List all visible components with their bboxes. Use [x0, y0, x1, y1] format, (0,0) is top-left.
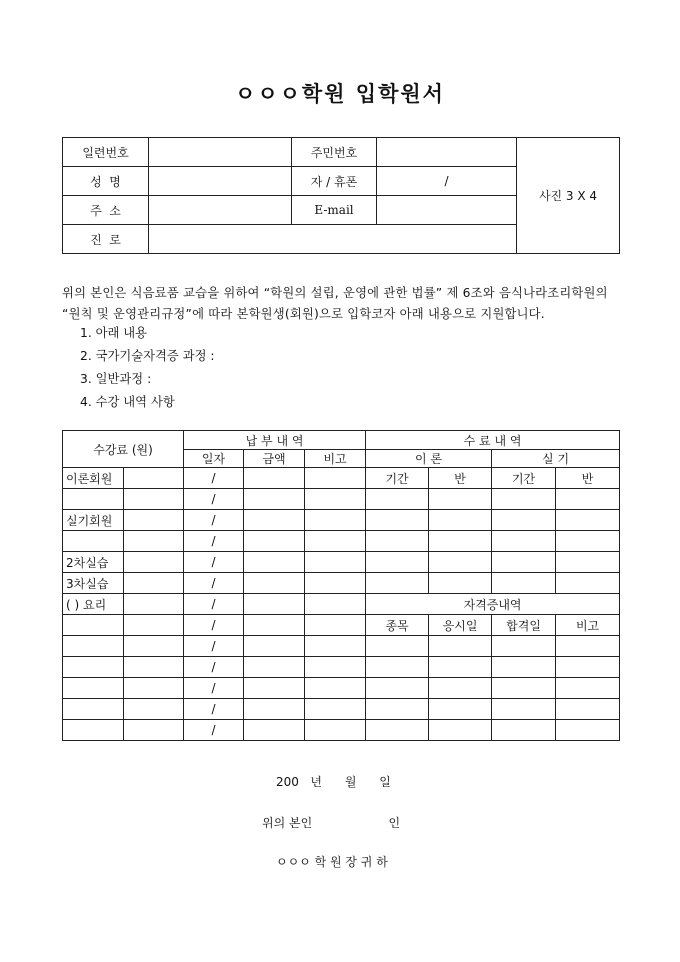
date-line: 200 년 월 일	[276, 775, 391, 789]
cert-cell[interactable]	[366, 720, 429, 741]
note-cell[interactable]	[305, 657, 366, 678]
row-label[interactable]	[63, 657, 124, 678]
table-row	[63, 531, 620, 552]
date-cell: /	[184, 699, 244, 720]
cert-cell[interactable]	[429, 657, 492, 678]
table-row	[63, 573, 620, 594]
cert-cell[interactable]	[556, 720, 620, 741]
completion-col-header: 기간	[492, 468, 556, 489]
payment-col-note: 비고	[305, 450, 366, 468]
cert-cell[interactable]	[366, 636, 429, 657]
list-item: 4. 수강 내역 사항	[80, 395, 175, 409]
fee-cell[interactable]	[124, 699, 184, 720]
email-label: E-mail	[292, 196, 377, 225]
cert-cell[interactable]	[429, 636, 492, 657]
cert-cell[interactable]	[556, 678, 620, 699]
date-cell: /	[184, 615, 244, 636]
completion-cell[interactable]	[556, 510, 620, 531]
photo-box: 사진 3 X 4	[517, 138, 620, 254]
amount-cell[interactable]	[244, 699, 305, 720]
fee-cell[interactable]	[124, 657, 184, 678]
cert-cell[interactable]	[492, 678, 556, 699]
cert-cell[interactable]	[492, 636, 556, 657]
note-cell[interactable]	[305, 615, 366, 636]
fee-cell[interactable]	[124, 489, 184, 510]
note-cell[interactable]	[305, 573, 366, 594]
table-row	[63, 510, 620, 531]
note-cell[interactable]	[305, 594, 366, 615]
fee-cell[interactable]	[124, 615, 184, 636]
row-label: ( ) 요리	[63, 594, 124, 615]
cert-col-header: 종목	[366, 615, 429, 636]
completion-col-header: 반	[556, 468, 620, 489]
completion-cell[interactable]	[492, 510, 556, 531]
career-field[interactable]	[149, 225, 517, 254]
amount-cell[interactable]	[244, 489, 305, 510]
resident-no-label: 주민번호	[292, 138, 377, 167]
table-row	[63, 636, 620, 657]
cert-header: 자격증내역	[366, 594, 620, 615]
date-cell: /	[184, 510, 244, 531]
address-field[interactable]	[149, 196, 292, 225]
date-cell: /	[184, 489, 244, 510]
fee-cell[interactable]	[124, 468, 184, 489]
row-label[interactable]	[63, 720, 124, 741]
note-cell[interactable]	[305, 489, 366, 510]
completion-cell[interactable]	[366, 552, 429, 573]
row-label[interactable]	[63, 699, 124, 720]
payment-col-date: 일자	[184, 450, 244, 468]
serial-field[interactable]	[149, 138, 292, 167]
table-row	[63, 552, 620, 573]
amount-cell[interactable]	[244, 615, 305, 636]
amount-cell[interactable]	[244, 720, 305, 741]
address-label: 주 소	[63, 196, 149, 225]
list-item: 2. 국가기술자격증 과정 :	[80, 349, 215, 363]
theory-header: 이 론	[366, 450, 492, 468]
completion-header: 수 료 내 역	[366, 431, 620, 450]
name-label: 성 명	[63, 167, 149, 196]
row-label: 2차실습	[63, 552, 124, 573]
fee-header: 수강료 (원)	[63, 431, 184, 468]
amount-cell[interactable]	[244, 636, 305, 657]
completion-cell[interactable]	[429, 531, 492, 552]
completion-cell[interactable]	[492, 489, 556, 510]
cert-cell[interactable]	[556, 657, 620, 678]
phone-label: 자 / 휴폰	[292, 167, 377, 196]
date-cell: /	[184, 468, 244, 489]
completion-cell[interactable]	[429, 510, 492, 531]
cert-cell[interactable]	[429, 720, 492, 741]
amount-cell[interactable]	[244, 468, 305, 489]
date-cell: /	[184, 720, 244, 741]
completion-cell[interactable]	[429, 573, 492, 594]
row-label: 이론회원	[63, 468, 124, 489]
amount-cell[interactable]	[244, 510, 305, 531]
fee-cell[interactable]	[124, 552, 184, 573]
table-row	[63, 594, 620, 615]
payment-col-amount: 금액	[244, 450, 305, 468]
applicant-info-table	[62, 137, 620, 254]
completion-cell[interactable]	[556, 573, 620, 594]
cert-cell[interactable]	[492, 699, 556, 720]
amount-cell[interactable]	[244, 657, 305, 678]
fee-cell[interactable]	[124, 531, 184, 552]
item-list	[80, 322, 215, 414]
completion-cell[interactable]	[366, 531, 429, 552]
amount-cell[interactable]	[244, 594, 305, 615]
completion-cell[interactable]	[492, 552, 556, 573]
sign-line: 위의 본인 인	[262, 816, 401, 830]
cert-col-header: 합격일	[492, 615, 556, 636]
completion-cell[interactable]	[492, 573, 556, 594]
date-cell: /	[184, 636, 244, 657]
completion-cell[interactable]	[366, 510, 429, 531]
cert-cell[interactable]	[366, 678, 429, 699]
fee-cell[interactable]	[124, 720, 184, 741]
amount-cell[interactable]	[244, 531, 305, 552]
completion-cell[interactable]	[556, 531, 620, 552]
cert-col-header: 비고	[556, 615, 620, 636]
email-field[interactable]	[377, 196, 517, 225]
note-cell[interactable]	[305, 552, 366, 573]
completion-cell[interactable]	[429, 552, 492, 573]
cert-cell[interactable]	[366, 657, 429, 678]
row-label[interactable]	[63, 615, 124, 636]
completion-cell[interactable]	[492, 531, 556, 552]
note-cell[interactable]	[305, 531, 366, 552]
date-cell: /	[184, 678, 244, 699]
fee-cell[interactable]	[124, 510, 184, 531]
phone-field[interactable]: /	[377, 167, 517, 196]
cert-cell[interactable]	[556, 636, 620, 657]
completion-cell[interactable]	[556, 552, 620, 573]
addressee: ㅇㅇㅇ 학 원 장 귀 하	[276, 855, 388, 869]
amount-cell[interactable]	[244, 552, 305, 573]
date-cell: /	[184, 657, 244, 678]
note-cell[interactable]	[305, 468, 366, 489]
table-row	[63, 699, 620, 720]
cert-cell[interactable]	[492, 657, 556, 678]
fee-cell[interactable]	[124, 573, 184, 594]
table-row	[63, 489, 620, 510]
serial-label: 일련번호	[63, 138, 149, 167]
row-label[interactable]	[63, 678, 124, 699]
cert-cell[interactable]	[556, 699, 620, 720]
list-item: 1. 아래 내용	[80, 326, 148, 340]
amount-cell[interactable]	[244, 678, 305, 699]
cert-col-header: 응시일	[429, 615, 492, 636]
table-row	[63, 657, 620, 678]
completion-cell[interactable]	[429, 489, 492, 510]
resident-no-field[interactable]	[377, 138, 517, 167]
table-row	[63, 678, 620, 699]
date-cell: /	[184, 594, 244, 615]
row-label: 실기회원	[63, 510, 124, 531]
completion-cell[interactable]	[366, 573, 429, 594]
completion-col-header: 기간	[366, 468, 429, 489]
date-cell: /	[184, 531, 244, 552]
completion-cell[interactable]	[366, 489, 429, 510]
date-cell: /	[184, 573, 244, 594]
career-label: 진 로	[63, 225, 149, 254]
page-title: ㅇㅇㅇ학원 입학원서	[235, 81, 445, 106]
row-label[interactable]	[63, 636, 124, 657]
row-label[interactable]	[63, 531, 124, 552]
name-field[interactable]	[149, 167, 292, 196]
row-label: 3차실습	[63, 573, 124, 594]
fee-cell[interactable]	[124, 636, 184, 657]
table-row	[63, 468, 620, 489]
fee-cell[interactable]	[124, 678, 184, 699]
practice-header: 실 기	[492, 450, 620, 468]
payment-header: 납 부 내 역	[184, 431, 366, 450]
table-row	[63, 615, 620, 636]
fee-table	[62, 430, 620, 741]
note-cell[interactable]	[305, 720, 366, 741]
completion-cell[interactable]	[556, 489, 620, 510]
note-cell[interactable]	[305, 510, 366, 531]
table-row	[63, 720, 620, 741]
note-cell[interactable]	[305, 678, 366, 699]
cert-cell[interactable]	[492, 720, 556, 741]
fee-cell[interactable]	[124, 594, 184, 615]
amount-cell[interactable]	[244, 573, 305, 594]
statement-text: 위의 본인은 식음료품 교습을 위하여 “학원의 설립, 운영에 관한 법률” 제 6조와 음식나라조리학원의 “원칙 및 운영관리규정”에 따라 본학원생(회원)으로 입학코자 아래 내용으로 지원합니다.	[62, 286, 608, 321]
cert-cell[interactable]	[429, 699, 492, 720]
note-cell[interactable]	[305, 699, 366, 720]
row-label[interactable]	[63, 489, 124, 510]
note-cell[interactable]	[305, 636, 366, 657]
cert-cell[interactable]	[366, 699, 429, 720]
date-cell: /	[184, 552, 244, 573]
cert-cell[interactable]	[429, 678, 492, 699]
list-item: 3. 일반과정 :	[80, 372, 152, 386]
completion-col-header: 반	[429, 468, 492, 489]
